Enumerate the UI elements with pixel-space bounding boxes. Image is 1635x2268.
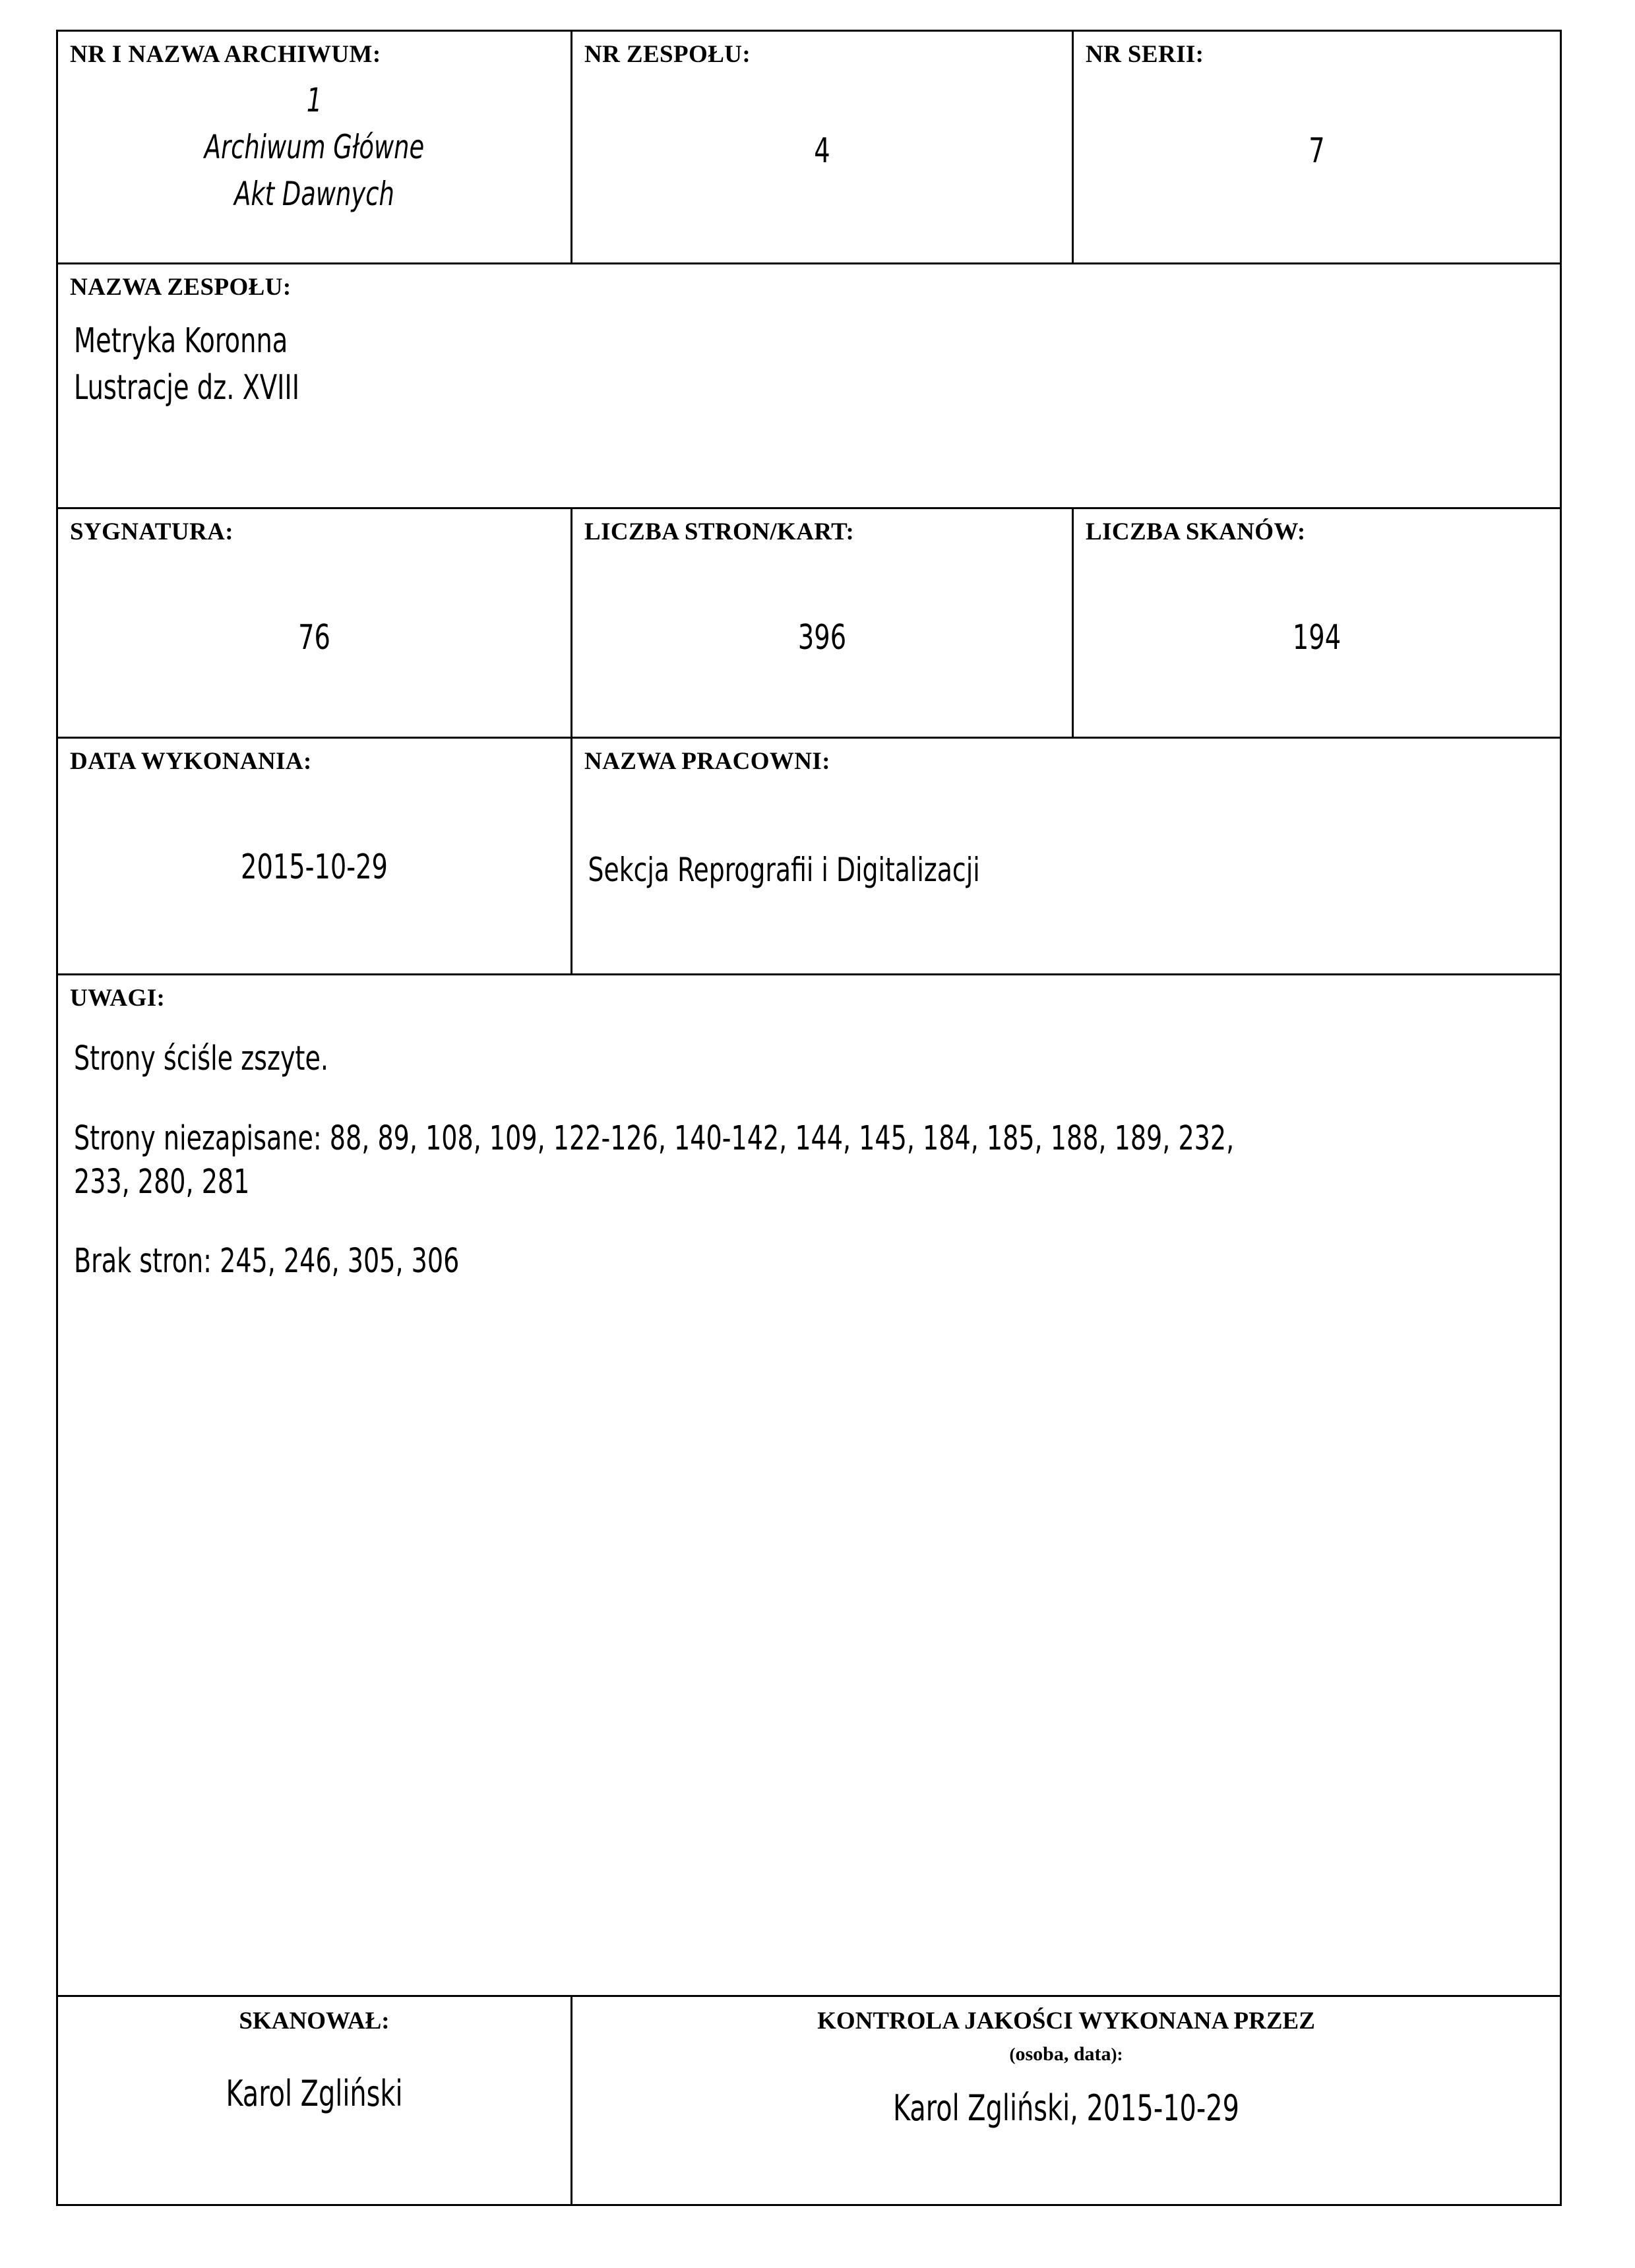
quality-control-label-line-2 <box>572 2044 1560 2065</box>
notes-line-3: Brak stron: 245, 246, 305, 306 <box>74 1242 460 1281</box>
workshop-value: Sekcja Reprografii i Digitalizacji <box>588 851 980 889</box>
scanned-by-label: SKANOWAŁ: <box>239 2007 390 2035</box>
cell-archive <box>57 31 572 264</box>
scans-count-label: LICZBA SKANÓW: <box>1086 518 1306 546</box>
table-row-identification <box>57 31 1561 264</box>
signature-label: SYGNATURA: <box>70 518 233 546</box>
series-number-label: NR SERII: <box>1086 41 1204 68</box>
cell-scans-count <box>1073 508 1561 738</box>
cell-fonds-number <box>572 31 1073 264</box>
qc-paren-text: osoba, data <box>1015 2043 1111 2066</box>
archive-value-stack <box>58 77 571 218</box>
execution-date-value: 2015-10-29 <box>241 847 388 887</box>
metadata-form-table <box>56 30 1562 2206</box>
pages-count-label: LICZBA STRON/KART: <box>584 518 855 546</box>
cell-notes <box>57 974 1561 1996</box>
table-row-execution <box>57 738 1561 974</box>
archive-name-line-1: Archiwum Główne <box>204 127 425 166</box>
cell-execution-date <box>57 738 572 974</box>
cell-scanned-by <box>57 1996 572 2205</box>
cell-series-number <box>1073 31 1561 264</box>
fonds-name-value-stack <box>58 318 1560 411</box>
table-row-counts <box>57 508 1561 738</box>
quality-control-value: Karol Zgliński, 2015-10-29 <box>893 2087 1239 2129</box>
cell-fonds-name <box>57 264 1561 508</box>
archival-cover-sheet <box>56 30 1560 2206</box>
scans-count-value: 194 <box>1292 618 1342 658</box>
table-row-notes <box>57 974 1561 1996</box>
notes-label: UWAGI: <box>70 984 166 1012</box>
fonds-name-line-1: Metryka Koronna <box>74 321 288 361</box>
table-row-fonds-name <box>57 264 1561 508</box>
notes-body <box>58 1011 1560 1283</box>
cell-workshop <box>572 738 1561 974</box>
workshop-label: NAZWA PRACOWNI: <box>584 748 830 776</box>
quality-control-label-line-1: KONTROLA JAKOŚCI WYKONANA PRZEZ <box>817 2007 1315 2035</box>
fonds-number-value: 4 <box>814 131 830 171</box>
fonds-name-label: NAZWA ZESPOŁU: <box>70 274 292 301</box>
qc-paren-open: ( <box>1009 2044 1016 2065</box>
scanned-by-value: Karol Zgliński <box>226 2073 403 2115</box>
qc-paren-close: ): <box>1111 2044 1123 2065</box>
archive-label: NR I NAZWA ARCHIWUM: <box>70 41 381 68</box>
signature-value: 76 <box>298 618 330 658</box>
table-row-signatures <box>57 1996 1561 2205</box>
cell-quality-control <box>572 1996 1561 2205</box>
fonds-name-line-2: Lustracje dz. XVIII <box>74 367 300 408</box>
archive-name-line-2: Akt Dawnych <box>234 174 394 213</box>
execution-date-label: DATA WYKONANIA: <box>70 748 312 776</box>
cell-signature <box>57 508 572 738</box>
notes-line-1: Strony ściśle zszyte. <box>74 1039 329 1079</box>
fonds-number-label: NR ZESPOŁU: <box>584 41 751 68</box>
cell-pages-count <box>572 508 1073 738</box>
archive-number: 1 <box>306 80 323 119</box>
pages-count-value: 396 <box>797 618 847 658</box>
notes-line-2: Strony niezapisane: 88, 89, 108, 109, 122-126, 140-142, 144, 145, 184, 185, 188, 189, 232, 233, 280, 281 <box>74 1119 1243 1202</box>
series-number-value: 7 <box>1309 131 1325 171</box>
